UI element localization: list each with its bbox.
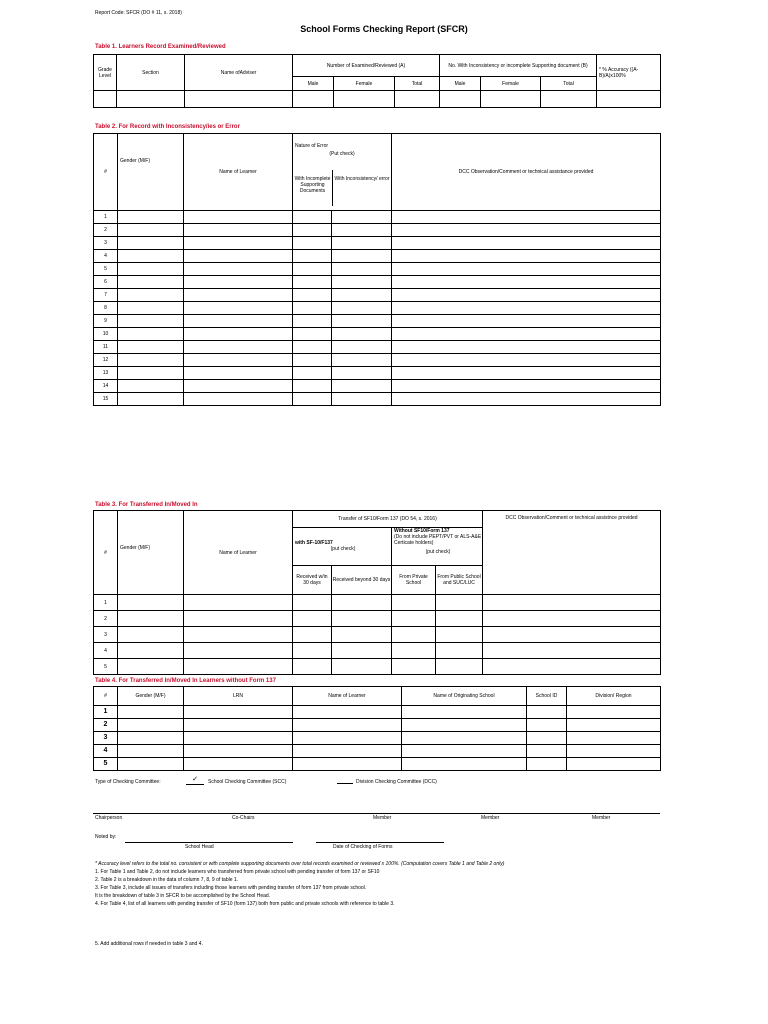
t4-cell — [402, 732, 527, 745]
t1-accuracy-header: * % Accuracy ((A-B)/A)x100% — [597, 55, 661, 91]
note-2: 2. Table 2 is a breakdown in the data of column 7, 8, 9 of table 1. — [95, 877, 239, 883]
t2-cell — [392, 354, 661, 367]
t4-cell — [293, 719, 402, 732]
t2-cell — [184, 211, 293, 224]
t2-num-header: # — [94, 134, 118, 211]
t2-cell — [392, 263, 661, 276]
table3 — [93, 510, 661, 675]
t4-row-number: 1 — [94, 706, 118, 719]
t3-cell — [332, 627, 392, 643]
t2-row-number: 10 — [94, 328, 118, 341]
t2-row — [94, 224, 661, 237]
t2-cell — [118, 250, 184, 263]
t2-cell — [332, 263, 392, 276]
member-label-1: Member — [373, 815, 392, 821]
t2-row — [94, 341, 661, 354]
t2-row — [94, 380, 661, 393]
t1-section-header: Section — [117, 55, 185, 91]
t1-grade-level-header: Grade Level — [94, 55, 117, 91]
t3-cell — [293, 611, 332, 627]
t4-cell — [118, 706, 184, 719]
t2-cell — [293, 302, 332, 315]
t4-cell — [527, 745, 567, 758]
t3-cell — [332, 659, 392, 675]
scc-checkbox[interactable]: ✓ — [186, 775, 204, 785]
t4-cell — [527, 758, 567, 771]
t3-received-within-header: Received w/in 30 days — [293, 566, 332, 595]
t1-adviser-header: Name ofAdviser — [185, 55, 293, 91]
t2-row-number: 3 — [94, 237, 118, 250]
t3-without-sf-header: Without SF10/Form 137 — [394, 528, 450, 534]
t4-row-number: 3 — [94, 732, 118, 745]
t2-cell — [332, 276, 392, 289]
t2-row — [94, 302, 661, 315]
t2-cell — [392, 224, 661, 237]
t4-cell — [293, 706, 402, 719]
t2-cell — [332, 393, 392, 406]
t2-row — [94, 315, 661, 328]
t4-row — [94, 706, 661, 719]
note-accuracy: * Accuracy level refers to the total no. consistent or with complete supporting documents over total records examined or reviewed x 100%. (Computation covers Table 1 and Table 2 only) — [95, 861, 505, 867]
t2-row — [94, 393, 661, 406]
t2-row — [94, 211, 661, 224]
t2-cell — [118, 276, 184, 289]
t2-cell — [392, 393, 661, 406]
t3-cell — [293, 595, 332, 611]
t2-incomplete-header: With Incomplete Supporting Documents — [293, 170, 333, 206]
t2-cell — [392, 341, 661, 354]
t2-cell — [332, 354, 392, 367]
t4-lrn-header: LRN — [184, 687, 293, 706]
t2-row-number: 8 — [94, 302, 118, 315]
scc-label: School Checking Committee (SCC) — [208, 779, 287, 785]
t2-cell — [392, 250, 661, 263]
t3-transfer-header: Transfer of SF10/Form 137 (DO 54, s. 2016) — [293, 511, 483, 528]
t1-male-a: Male — [293, 77, 334, 91]
t4-cell — [402, 706, 527, 719]
t2-cell — [293, 211, 332, 224]
t4-cell — [402, 745, 527, 758]
t1-total-a: Total — [395, 77, 440, 91]
t4-cell — [527, 719, 567, 732]
chairperson-label: Chairperson — [95, 815, 123, 821]
t4-gender-header: Gender (M/F) — [118, 687, 184, 706]
table2-heading: Table 2. For Record with Inconsistency/ies or Error — [95, 124, 240, 130]
t2-cell — [184, 224, 293, 237]
t2-cell — [293, 341, 332, 354]
t3-cell — [436, 627, 483, 643]
t4-cell — [293, 732, 402, 745]
t3-dcc-header: DCC Observation/Comment or technical assistnce provided — [483, 511, 661, 595]
t2-row — [94, 250, 661, 263]
t2-cell — [392, 380, 661, 393]
t1-inconsistency-header: No. With Inconsistency or incomplete Supporting document (B) — [440, 55, 597, 77]
t2-cell — [392, 276, 661, 289]
t4-cell — [567, 758, 661, 771]
t2-cell — [293, 224, 332, 237]
t2-row-number: 6 — [94, 276, 118, 289]
t3-row — [94, 643, 661, 659]
t2-cell — [118, 393, 184, 406]
t2-cell — [332, 211, 392, 224]
t2-row — [94, 354, 661, 367]
t2-row-number: 15 — [94, 393, 118, 406]
t2-cell — [118, 224, 184, 237]
t4-division-header: Division/ Region — [567, 687, 661, 706]
t4-cell — [567, 719, 661, 732]
t4-cell — [184, 732, 293, 745]
t2-cell — [118, 367, 184, 380]
note-1: 1. For Table 1 and Table 2, do not include learners who transferred from private school with pending transfer of form 137 or SF10 — [95, 869, 380, 875]
t2-cell — [184, 315, 293, 328]
note-4: 4. For Table 4, list of all learners with pending transfer of SF10 (form 137) both from public and private schools with reference to table 3. — [95, 901, 395, 907]
t3-cell — [483, 595, 661, 611]
t3-cell — [332, 643, 392, 659]
t3-from-private-header: From Private School — [392, 566, 436, 595]
committee-label: Type of Checking Committee: — [95, 779, 161, 785]
t2-row — [94, 237, 661, 250]
t2-cell — [184, 380, 293, 393]
t3-row-number: 3 — [94, 627, 118, 643]
t3-from-public-header: From Public School and SUC/LUC — [436, 566, 483, 595]
t2-row-number: 1 — [94, 211, 118, 224]
t2-cell — [332, 250, 392, 263]
t3-cell — [332, 611, 392, 627]
t2-row-number: 14 — [94, 380, 118, 393]
t4-cell — [118, 732, 184, 745]
t4-cell — [567, 706, 661, 719]
t4-cell — [184, 706, 293, 719]
member-label-2: Member — [481, 815, 500, 821]
t3-row — [94, 659, 661, 675]
t4-cell — [402, 758, 527, 771]
t4-origin-header: Name of Originating School — [402, 687, 527, 706]
t4-cell — [527, 706, 567, 719]
t2-cell — [184, 328, 293, 341]
t3-cell — [184, 627, 293, 643]
t2-cell — [184, 341, 293, 354]
t2-inconsistency-header: With Inconsistency/ error — [334, 175, 390, 182]
t2-cell — [392, 315, 661, 328]
t2-dcc-header: DCC Observation/Comment or technical assistance provided — [392, 134, 661, 211]
t4-row-number: 4 — [94, 745, 118, 758]
t2-cell — [118, 315, 184, 328]
t1-female-a: Female — [334, 77, 395, 91]
table1-heading: Table 1. Learners Record Examined/Reviewed — [95, 44, 226, 50]
school-head-label: School Head — [185, 844, 214, 850]
t2-cell — [184, 393, 293, 406]
t3-cell — [184, 611, 293, 627]
t4-cell — [527, 732, 567, 745]
t2-cell — [332, 328, 392, 341]
t3-learner-header: Name of Learner — [184, 511, 293, 595]
t3-cell — [184, 643, 293, 659]
t3-cell — [118, 595, 184, 611]
t2-cell — [184, 289, 293, 302]
report-code: Report Code: SFCR (DO # 11, s. 2018) — [95, 10, 182, 16]
t3-cell — [293, 627, 332, 643]
t2-cell — [293, 289, 332, 302]
t4-cell — [118, 719, 184, 732]
t2-cell — [293, 393, 332, 406]
t3-received-beyond-header: Received beyond 30 days — [332, 566, 392, 595]
t1-total-b: Total — [541, 77, 597, 91]
t2-cell — [293, 276, 332, 289]
t2-cell — [118, 341, 184, 354]
t3-cell — [436, 643, 483, 659]
table4 — [93, 686, 661, 771]
t4-cell — [402, 719, 527, 732]
t3-cell — [118, 627, 184, 643]
table2 — [93, 133, 661, 406]
t3-cell — [436, 659, 483, 675]
t2-gender-header: Gender (M/F) — [118, 134, 184, 211]
note-3: 3. For Table 3, include all issues of transfers including those learners with pending transfer of form 137 from private school. — [95, 885, 367, 891]
t3-without-note: (Do not include PEPT/PVT or ALS-A&E Certicate holders) — [394, 534, 482, 546]
t2-cell — [293, 263, 332, 276]
t2-cell — [184, 250, 293, 263]
t4-cell — [293, 758, 402, 771]
t4-cell — [184, 745, 293, 758]
t2-cell — [118, 211, 184, 224]
t2-cell — [332, 302, 392, 315]
t4-row — [94, 745, 661, 758]
t2-nature-header: Nature of Error — [295, 142, 329, 149]
cochairs-label: Co-Chairs — [232, 815, 255, 821]
t4-cell — [184, 719, 293, 732]
t2-row-number: 7 — [94, 289, 118, 302]
dcc-checkbox[interactable] — [337, 783, 353, 784]
t2-cell — [392, 289, 661, 302]
t4-cell — [567, 732, 661, 745]
t3-cell — [118, 659, 184, 675]
t4-row — [94, 758, 661, 771]
t2-cell — [392, 237, 661, 250]
t2-row-number: 2 — [94, 224, 118, 237]
t4-cell — [567, 745, 661, 758]
noted-by-label: Noted by: — [95, 834, 117, 840]
t2-cell — [332, 224, 392, 237]
t2-cell — [293, 237, 332, 250]
t2-cell — [392, 211, 661, 224]
signature-line — [93, 813, 660, 814]
t2-cell — [332, 315, 392, 328]
t2-cell — [332, 341, 392, 354]
t2-row — [94, 328, 661, 341]
t1-data-row — [94, 91, 661, 108]
note-3b: It is the breakdown of table 3 in SFCR to be accomplished by the School Head. — [95, 893, 271, 899]
t2-cell — [184, 302, 293, 315]
t2-row-number: 11 — [94, 341, 118, 354]
t3-cell — [483, 643, 661, 659]
t2-cell — [293, 380, 332, 393]
t3-cell — [392, 659, 436, 675]
t3-put-check-b: (put check) — [425, 549, 451, 555]
t3-cell — [392, 611, 436, 627]
t3-cell — [483, 627, 661, 643]
t3-cell — [118, 611, 184, 627]
t2-row-number: 12 — [94, 354, 118, 367]
t2-learner-header: Name of Learner — [184, 134, 293, 211]
t3-cell — [483, 611, 661, 627]
t3-with-sf-header: with SF-10/F137 — [295, 540, 333, 546]
t2-cell — [184, 276, 293, 289]
t2-row-number: 9 — [94, 315, 118, 328]
t3-cell — [392, 643, 436, 659]
t3-cell — [392, 627, 436, 643]
t2-cell — [392, 328, 661, 341]
t4-row — [94, 732, 661, 745]
t2-cell — [118, 354, 184, 367]
t2-cell — [332, 380, 392, 393]
t2-cell — [184, 237, 293, 250]
t3-gender-header: Gender (M/F) — [118, 511, 184, 595]
t2-cell — [293, 367, 332, 380]
t4-cell — [118, 745, 184, 758]
t3-cell — [293, 643, 332, 659]
t3-cell — [436, 611, 483, 627]
t1-female-b: Female — [481, 77, 541, 91]
t2-cell — [332, 237, 392, 250]
t3-cell — [436, 595, 483, 611]
t3-row — [94, 627, 661, 643]
t2-row-number: 5 — [94, 263, 118, 276]
t4-num-header: # — [94, 687, 118, 706]
t3-cell — [184, 595, 293, 611]
t3-row — [94, 611, 661, 627]
t2-cell — [118, 328, 184, 341]
school-head-line — [125, 842, 293, 843]
t3-row-number: 1 — [94, 595, 118, 611]
t4-learner-header: Name of Learner — [293, 687, 402, 706]
t2-cell — [118, 263, 184, 276]
t3-cell — [184, 659, 293, 675]
t2-cell — [118, 302, 184, 315]
t4-row-number: 5 — [94, 758, 118, 771]
t4-cell — [118, 758, 184, 771]
t3-row — [94, 595, 661, 611]
t3-cell — [392, 595, 436, 611]
t2-cell — [184, 367, 293, 380]
date-checking-line — [316, 842, 444, 843]
t2-cell — [293, 354, 332, 367]
t2-cell — [118, 237, 184, 250]
t2-cell — [184, 354, 293, 367]
t3-put-check-a: (put check) — [330, 546, 356, 552]
date-checking-label: Date of Checking of Forms — [333, 844, 393, 850]
t3-row-number: 5 — [94, 659, 118, 675]
t2-row-number: 13 — [94, 367, 118, 380]
t2-cell — [293, 315, 332, 328]
t2-row-number: 4 — [94, 250, 118, 263]
t2-row — [94, 367, 661, 380]
t2-put-check: (Put check) — [329, 150, 355, 157]
note-5: 5. Add additional rows if needed in table 3 and 4. — [95, 941, 203, 947]
t3-cell — [332, 595, 392, 611]
table3-heading: Table 3. For Transferred In/Moved In — [95, 502, 198, 508]
t2-row — [94, 289, 661, 302]
t2-row — [94, 276, 661, 289]
t2-cell — [293, 328, 332, 341]
t4-cell — [293, 745, 402, 758]
t1-male-b: Male — [440, 77, 481, 91]
t2-cell — [118, 380, 184, 393]
t3-cell — [483, 659, 661, 675]
t2-cell — [332, 367, 392, 380]
t3-row-number: 4 — [94, 643, 118, 659]
t3-cell — [293, 659, 332, 675]
t4-school-id-header: School ID — [527, 687, 567, 706]
t2-cell — [392, 367, 661, 380]
t1-examined-header: Number of Examined/Reviewed (A) — [293, 55, 440, 77]
dcc-label: Division Checking Committee (DCC) — [356, 779, 437, 785]
t2-cell — [332, 289, 392, 302]
t2-cell — [293, 250, 332, 263]
t2-row — [94, 263, 661, 276]
t4-cell — [184, 758, 293, 771]
t3-cell — [118, 643, 184, 659]
table1 — [93, 54, 661, 108]
t2-cell — [184, 263, 293, 276]
t3-row-number: 2 — [94, 611, 118, 627]
t4-row — [94, 719, 661, 732]
table4-heading: Table 4. For Transferred In/Moved In Learners without Form 137 — [95, 678, 276, 684]
t4-row-number: 2 — [94, 719, 118, 732]
t2-cell — [392, 302, 661, 315]
t2-cell — [118, 289, 184, 302]
page-title: School Forms Checking Report (SFCR) — [300, 24, 468, 34]
t3-num-header: # — [94, 511, 118, 595]
member-label-3: Member — [592, 815, 611, 821]
